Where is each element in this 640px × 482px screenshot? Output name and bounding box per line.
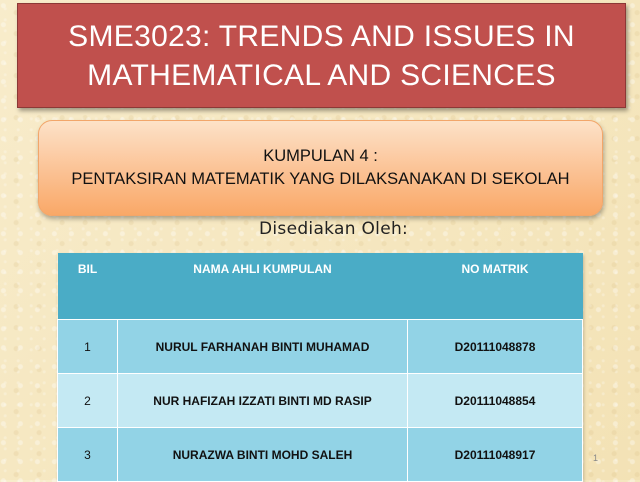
matric-number: D20111048854	[408, 374, 583, 428]
member-name: NURUL FARHANAH BINTI MUHAMAD	[118, 320, 408, 374]
header-member-name: NAMA AHLI KUMPULAN	[118, 253, 408, 320]
slide-title-line-1: SME3023: TRENDS AND ISSUES IN	[68, 19, 575, 53]
members-table	[57, 253, 583, 482]
table-row	[58, 374, 583, 428]
member-name: NURAZWA BINTI MOHD SALEH	[118, 428, 408, 482]
row-number: 2	[58, 374, 118, 428]
member-name: NUR HAFIZAH IZZATI BINTI MD RASIP	[118, 374, 408, 428]
group-number: KUMPULAN 4 :	[263, 147, 378, 165]
table-row	[58, 320, 583, 374]
table-header-row	[58, 253, 583, 320]
table-row	[58, 428, 583, 482]
group-topic-box	[38, 120, 603, 216]
slide-title-line-2: MATHEMATICAL AND SCIENCES	[87, 58, 556, 92]
row-number: 3	[58, 428, 118, 482]
row-number: 1	[58, 320, 118, 374]
slide-title	[17, 3, 626, 108]
slide-number: 1	[593, 453, 599, 463]
prepared-by-heading: Disediakan Oleh:	[259, 219, 409, 239]
group-topic: PENTAKSIRAN MATEMATIK YANG DILAKSANAKAN DI SEKOLAH	[71, 170, 570, 188]
matric-number: D20111048878	[408, 320, 583, 374]
header-bil: BIL	[58, 253, 118, 320]
matric-number: D20111048917	[408, 428, 583, 482]
header-matric-number: NO MATRIK	[408, 253, 583, 320]
